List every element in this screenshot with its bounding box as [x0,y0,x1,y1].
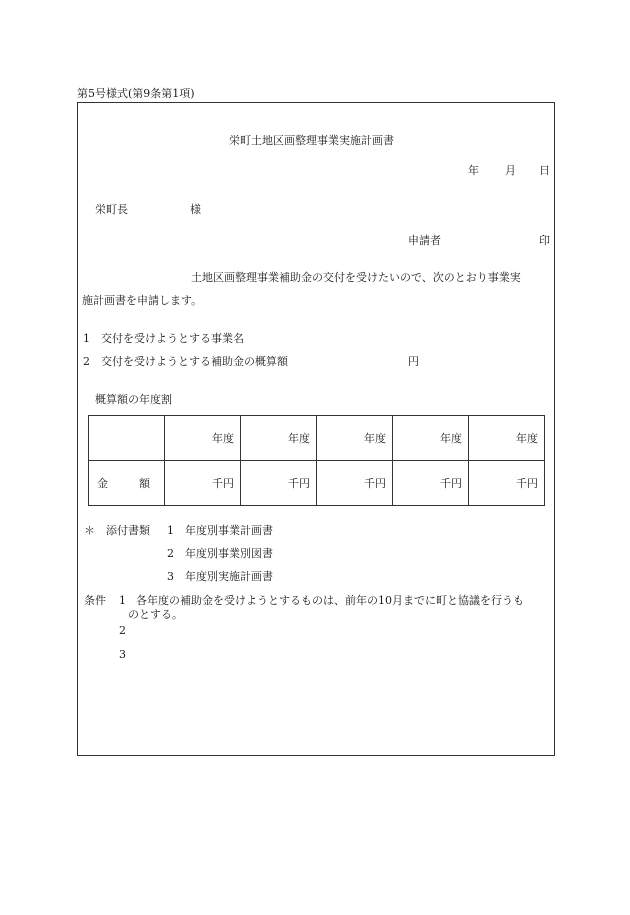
attachments-label: 添付書類 [106,524,150,537]
amount-cell-3: 千円 [317,461,393,506]
date-year: 年 [468,164,479,177]
table-header-row [89,416,545,461]
body-text-line2: 施計画書を申請します。 [82,294,203,307]
conditions-label: 条件 [84,594,106,607]
body-text-line1: 土地区画整理事業補助金の交付を受けたいので、次のとおり事業実 [191,271,521,284]
table-amount-row [89,461,545,506]
item-2-text: 交付を受けようとする補助金の概算額 [101,355,288,368]
amount-label-char-2: 額 [139,477,150,490]
date-month: 月 [505,164,516,177]
attachment-3-text: 年度別実施計画書 [185,570,273,583]
yearly-breakdown-table [88,415,545,506]
amount-label-char-1: 金 [97,477,108,490]
date-day: 日 [539,164,550,177]
item-2-unit: 円 [408,355,419,368]
item-1-number: 1 [83,332,90,345]
year-header-2: 年度 [241,416,317,461]
year-header-1: 年度 [165,416,241,461]
condition-3-number: 3 [119,648,126,661]
item-1-text: 交付を受けようとする事業名 [101,332,244,345]
applicant-label: 申請者 [408,234,441,247]
condition-2-number: 2 [119,624,126,637]
year-header-5: 年度 [469,416,545,461]
condition-1-text-line1: 各年度の補助金を受けようとするものは、前年の10月までに町と協議を行うも [136,594,524,607]
amount-cell-2: 千円 [241,461,317,506]
amount-label-cell [89,461,165,506]
attachments-marker: ＊ [84,524,95,537]
addressee-honorific: 様 [190,203,201,216]
year-header-3: 年度 [317,416,393,461]
attachment-1-text: 年度別事業計画書 [185,524,273,537]
year-header-4: 年度 [393,416,469,461]
document-title: 栄町土地区画整理事業実施計画書 [229,134,394,147]
addressee-name: 栄町長 [95,203,128,216]
table-corner-cell [89,416,165,461]
condition-1-number: 1 [119,594,126,607]
seal-mark: 印 [539,234,550,247]
attachment-2-number: 2 [167,547,174,560]
amount-cell-1: 千円 [165,461,241,506]
attachment-1-number: 1 [167,524,174,537]
item-2-number: 2 [83,355,90,368]
condition-1-text-line2: のとする。 [128,608,183,621]
amount-cell-4: 千円 [393,461,469,506]
table-caption: 概算額の年度割 [95,393,172,406]
attachment-3-number: 3 [167,570,174,583]
attachment-2-text: 年度別事業別図書 [185,547,273,560]
form-number: 第5号様式(第9条第1項) [77,87,195,100]
amount-cell-5: 千円 [469,461,545,506]
